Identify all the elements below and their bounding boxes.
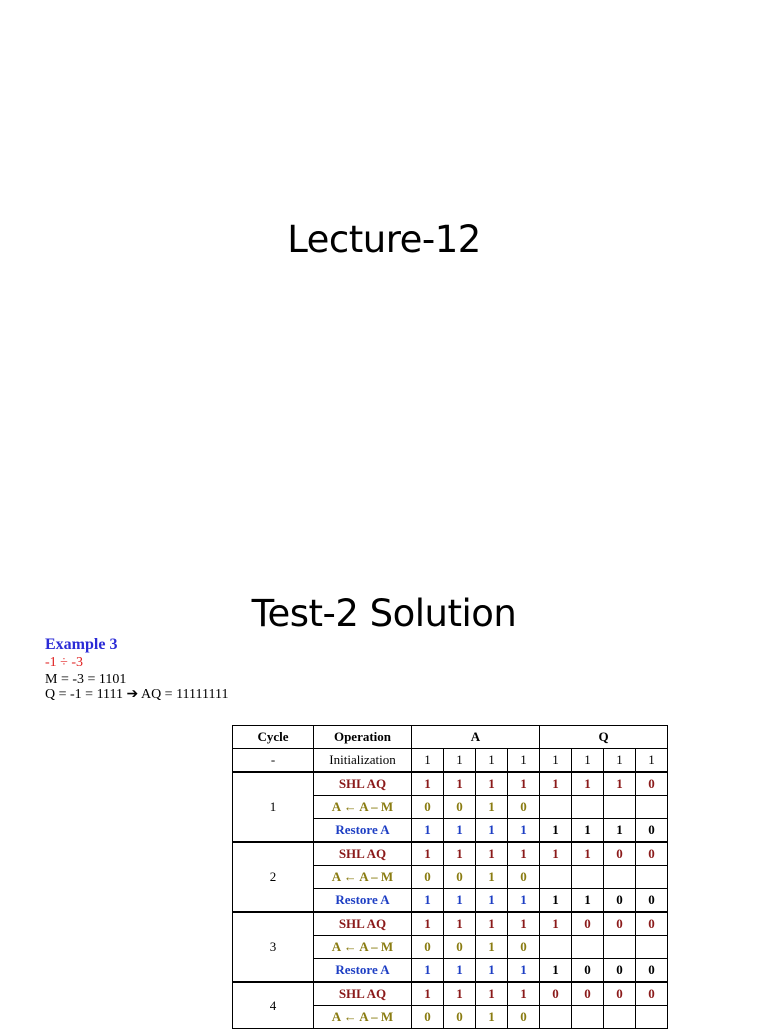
q-bit-cell: 0 <box>604 982 636 1006</box>
a-bit-cell: 1 <box>444 959 476 983</box>
a-bit-cell: 1 <box>476 1006 508 1029</box>
q-bit-cell <box>572 796 604 819</box>
q-bit-cell: 1 <box>572 819 604 843</box>
cycle-cell: 1 <box>233 772 314 842</box>
a-bit-cell: 1 <box>412 749 444 773</box>
a-bit-cell: 1 <box>412 959 444 983</box>
a-bit-cell: 1 <box>444 819 476 843</box>
a-bit-cell: 1 <box>508 819 540 843</box>
a-bit-cell: 1 <box>476 912 508 936</box>
a-bit-cell: 1 <box>444 912 476 936</box>
a-bit-cell: 1 <box>444 842 476 866</box>
q-bit-cell <box>572 866 604 889</box>
q-bit-cell: 1 <box>540 819 572 843</box>
cycle-cell: 4 <box>233 982 314 1029</box>
q-bit-cell <box>604 936 636 959</box>
q-bit-cell <box>636 796 668 819</box>
cycle-cell: 3 <box>233 912 314 982</box>
q-bit-cell: 1 <box>604 772 636 796</box>
q-bit-cell <box>540 936 572 959</box>
q-bit-cell: 1 <box>540 749 572 773</box>
operation-cell: SHL AQ <box>314 842 412 866</box>
cycle-cell: 2 <box>233 842 314 912</box>
a-bit-cell: 1 <box>412 982 444 1006</box>
slide-title: Lecture-12 <box>287 218 481 261</box>
q-bit-cell <box>636 1006 668 1029</box>
a-bit-cell: 1 <box>444 749 476 773</box>
table-row <box>233 772 668 796</box>
table-row <box>233 749 668 773</box>
q-bit-cell: 1 <box>636 749 668 773</box>
a-bit-cell: 1 <box>508 912 540 936</box>
q-bit-cell <box>572 1006 604 1029</box>
operation-cell: SHL AQ <box>314 772 412 796</box>
a-bit-cell: 0 <box>508 936 540 959</box>
a-bit-cell: 1 <box>476 866 508 889</box>
q-bit-cell <box>572 936 604 959</box>
q-bit-cell <box>540 866 572 889</box>
example-heading: Example 3 <box>45 636 118 653</box>
a-bit-cell: 1 <box>508 842 540 866</box>
q-bit-cell <box>604 796 636 819</box>
a-bit-cell: 0 <box>444 796 476 819</box>
q-bit-cell: 1 <box>540 772 572 796</box>
operation-cell: Restore A <box>314 819 412 843</box>
slide-title: Test-2 Solution <box>251 592 517 635</box>
q-bit-cell: 1 <box>540 842 572 866</box>
header-cycle: Cycle <box>233 726 314 749</box>
a-bit-cell: 1 <box>476 796 508 819</box>
q-bit-cell: 1 <box>604 749 636 773</box>
a-bit-cell: 1 <box>508 982 540 1006</box>
q-bit-cell: 1 <box>572 889 604 913</box>
example-problem: -1 ÷ -3 <box>45 655 84 670</box>
a-bit-cell: 1 <box>508 959 540 983</box>
q-bit-cell: 0 <box>636 889 668 913</box>
q-bit-cell: 1 <box>540 959 572 983</box>
table-body <box>233 749 668 1029</box>
a-bit-cell: 0 <box>444 936 476 959</box>
a-bit-cell: 1 <box>476 772 508 796</box>
q-bit-cell: 0 <box>572 982 604 1006</box>
q-bit-cell: 1 <box>572 749 604 773</box>
a-bit-cell: 1 <box>476 749 508 773</box>
operation-cell: SHL AQ <box>314 982 412 1006</box>
a-bit-cell: 1 <box>476 959 508 983</box>
operation-cell: A ← A – M <box>314 796 412 819</box>
q-bit-cell <box>636 866 668 889</box>
q-bit-cell: 0 <box>540 982 572 1006</box>
q-bit-cell: 1 <box>604 819 636 843</box>
q-bit-cell: 0 <box>636 842 668 866</box>
a-bit-cell: 0 <box>508 1006 540 1029</box>
q-bit-cell: 0 <box>572 912 604 936</box>
q-bit-cell: 1 <box>540 912 572 936</box>
a-bit-cell: 0 <box>508 796 540 819</box>
a-bit-cell: 1 <box>444 889 476 913</box>
divisor-line: M = -3 = 1101 <box>45 672 127 687</box>
table-row <box>233 982 668 1006</box>
a-bit-cell: 0 <box>444 1006 476 1029</box>
q-bit-cell: 1 <box>540 889 572 913</box>
q-bit-cell: 0 <box>604 842 636 866</box>
a-bit-cell: 1 <box>476 889 508 913</box>
operation-cell: Restore A <box>314 959 412 983</box>
q-bit-cell: 0 <box>636 912 668 936</box>
q-bit-cell <box>540 1006 572 1029</box>
q-bit-cell <box>636 936 668 959</box>
a-bit-cell: 1 <box>412 889 444 913</box>
operation-cell: Restore A <box>314 889 412 913</box>
a-bit-cell: 0 <box>508 866 540 889</box>
q-bit-cell: 0 <box>604 912 636 936</box>
cycle-cell: - <box>233 749 314 773</box>
q-bit-cell <box>604 1006 636 1029</box>
table-header-row <box>233 726 668 749</box>
q-bit-cell <box>540 796 572 819</box>
a-bit-cell: 0 <box>412 866 444 889</box>
a-bit-cell: 0 <box>412 796 444 819</box>
a-bit-cell: 1 <box>476 936 508 959</box>
q-bit-cell: 0 <box>636 959 668 983</box>
q-bit-cell: 0 <box>572 959 604 983</box>
a-bit-cell: 1 <box>508 889 540 913</box>
q-bit-cell: 0 <box>604 889 636 913</box>
q-bit-cell <box>604 866 636 889</box>
q-bit-cell: 0 <box>636 982 668 1006</box>
dividend-line: Q = -1 = 1111 ➔ AQ = 11111111 <box>45 687 229 702</box>
example-block <box>45 636 228 702</box>
a-bit-cell: 1 <box>412 842 444 866</box>
a-bit-cell: 1 <box>508 772 540 796</box>
operation-cell: A ← A – M <box>314 936 412 959</box>
a-bit-cell: 0 <box>444 866 476 889</box>
a-bit-cell: 1 <box>412 772 444 796</box>
a-bit-cell: 1 <box>476 842 508 866</box>
a-bit-cell: 1 <box>444 982 476 1006</box>
slide-test-solution <box>0 576 768 1024</box>
q-bit-cell: 1 <box>572 772 604 796</box>
q-bit-cell: 0 <box>636 772 668 796</box>
operation-cell: SHL AQ <box>314 912 412 936</box>
a-bit-cell: 0 <box>412 936 444 959</box>
a-bit-cell: 1 <box>412 912 444 936</box>
operation-cell: A ← A – M <box>314 866 412 889</box>
table-row <box>233 912 668 936</box>
header-a: A <box>412 726 540 749</box>
q-bit-cell: 0 <box>604 959 636 983</box>
operation-cell: Initialization <box>314 749 412 773</box>
a-bit-cell: 1 <box>476 982 508 1006</box>
division-table <box>232 725 668 1029</box>
a-bit-cell: 1 <box>412 819 444 843</box>
a-bit-cell: 0 <box>412 1006 444 1029</box>
operation-cell: A ← A – M <box>314 1006 412 1029</box>
header-q: Q <box>540 726 668 749</box>
q-bit-cell: 1 <box>572 842 604 866</box>
a-bit-cell: 1 <box>444 772 476 796</box>
a-bit-cell: 1 <box>508 749 540 773</box>
header-operation: Operation <box>314 726 412 749</box>
a-bit-cell: 1 <box>476 819 508 843</box>
table-row <box>233 842 668 866</box>
q-bit-cell: 0 <box>636 819 668 843</box>
